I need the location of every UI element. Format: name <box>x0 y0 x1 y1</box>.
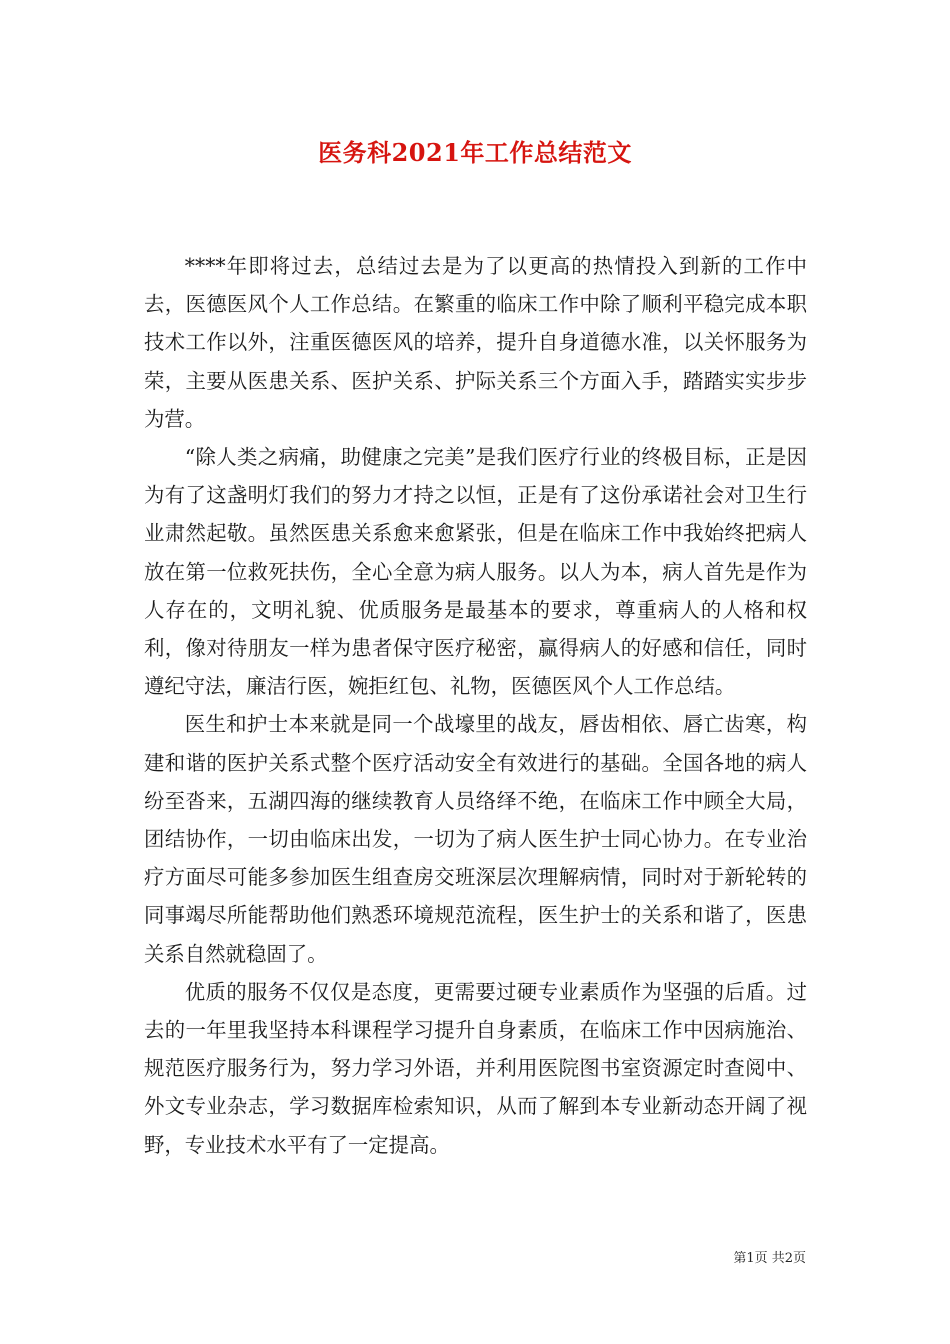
paragraph-4: 优质的服务不仅仅是态度，更需要过硬专业素质作为坚强的后盾。过去的一年里我坚持本科课程学习提升自身素质，在临床工作中因病施治、规范医疗服务行为，努力学习外语，并利用医院图书室资源定时查阅中、外文专业杂志，学习数据库检索知识，从而了解到本专业新动态开阔了视野，专业技术水平有了一定提高。 <box>144 979 807 1157</box>
paragraph-3: 医生和护士本来就是同一个战壕里的战友，唇齿相依、唇亡齿寒，构建和谐的医护关系式整个医疗活动安全有效进行的基础。全国各地的病人纷至沓来，五湖四海的继续教育人员络绎不绝，在临床工作中顾全大局，团结协作，一切由临床出发，一切为了病人医生护士同心协力。在专业治疗方面尽可能多参加医生组查房交班深层次理解病情，同时对于新轮转的同事竭尽所能帮助他们熟悉环境规范流程，医生护士的关系和谐了，医患关系自然就稳固了。 <box>144 712 807 966</box>
document-title: 医务科2021年工作总结范文 <box>318 138 632 167</box>
paragraph-2: “除人类之病痛，助健康之完美”是我们医疗行业的终极目标，正是因为有了这盏明灯我们的努力才持之以恒，正是有了这份承诺社会对卫生行业肃然起敬。虽然医患关系愈来愈紧张，但是在临床工作中我始终把病人放在第一位救死扶伤，全心全意为病人服务。以人为本，病人首先是作为人存在的，文明礼貌、优质服务是最基本的要求，尊重病人的人格和权利，像对待朋友一样为患者保守医疗秘密，赢得病人的好感和信任，同时遵纪守法，廉洁行医，婉拒红包、礼物，医德医风个人工作总结。 <box>144 445 807 699</box>
paragraph-1: ****年即将过去，总结过去是为了以更高的热情投入到新的工作中去，医德医风个人工作总结。在繁重的临床工作中除了顺利平稳完成本职技术工作以外，注重医德医风的培养，提升自身道德水准，以关怀服务为荣，主要从医患关系、医护关系、护际关系三个方面入手，踏踏实实步步为营。 <box>144 254 807 431</box>
document-body <box>144 247 807 1164</box>
page-number: 第1页 共2页 <box>733 1251 806 1266</box>
